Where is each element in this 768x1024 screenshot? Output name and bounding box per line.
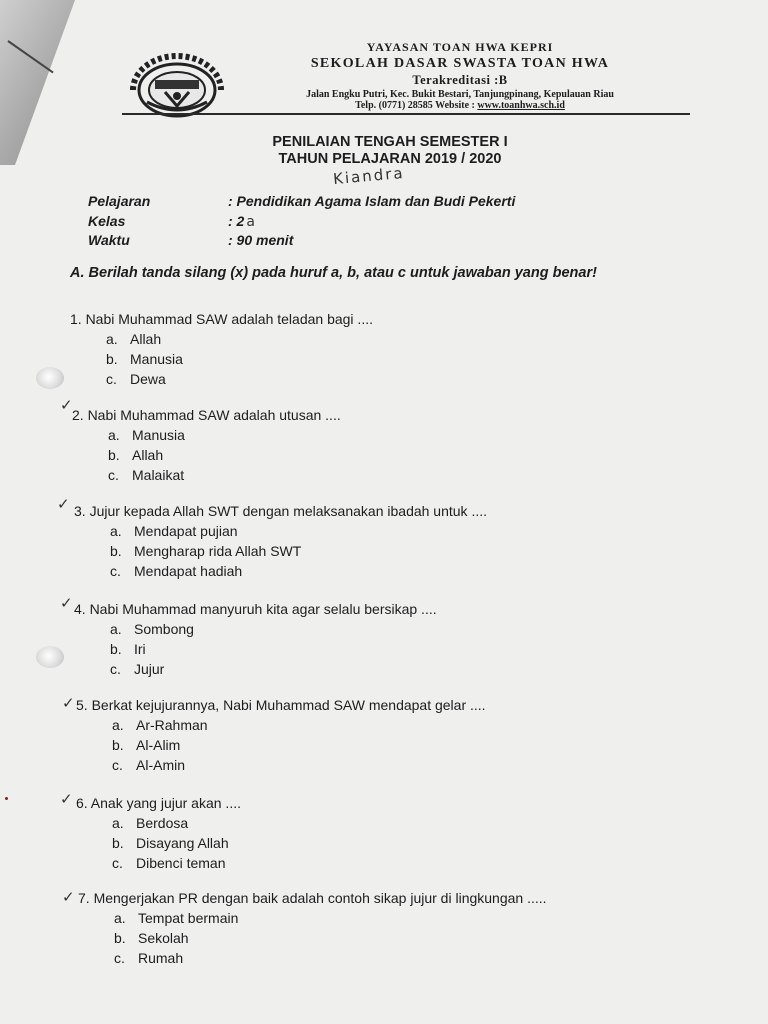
question-6 [76, 795, 241, 871]
answer-option[interactable] [112, 815, 241, 831]
option-letter: a. [106, 331, 118, 347]
answer-option[interactable] [112, 717, 486, 733]
question-stem: 4. Nabi Muhammad manyuruh kita agar selalu bersikap .... [74, 601, 437, 617]
answer-option[interactable] [114, 950, 547, 966]
option-letter: a. [108, 427, 120, 443]
question-stem: 7. Mengerjakan PR dengan baik adalah contoh sikap jujur di lingkungan ..... [78, 890, 547, 906]
option-letter: a. [112, 717, 124, 733]
subject-label: Pelajaran [88, 193, 151, 209]
school-contact [240, 100, 680, 111]
option-text: Mengharap rida Allah SWT [134, 543, 302, 559]
option-letter: b. [114, 930, 126, 946]
answer-option[interactable] [108, 467, 341, 483]
option-text: Allah [132, 447, 164, 463]
option-text: Al-Alim [136, 737, 181, 753]
foundation-name: YAYASAN TOAN HWA KEPRI [366, 40, 554, 54]
option-text: Jujur [134, 661, 165, 677]
subject-row [88, 193, 515, 209]
question-stem: 3. Jujur kepada Allah SWT dengan melaksanakan ibadah untuk .... [74, 503, 488, 519]
answer-option[interactable] [110, 563, 487, 579]
time-row [88, 232, 293, 248]
option-text: Manusia [132, 427, 185, 443]
answer-option[interactable] [110, 543, 487, 559]
school-name: SEKOLAH DASAR SWASTA TOAN HWA [310, 56, 610, 71]
option-text: Malaikat [132, 467, 185, 483]
answer-option[interactable] [108, 447, 341, 463]
school-phone: Telp. (0771) 28585 [355, 100, 433, 111]
option-text: Disayang Allah [136, 835, 229, 851]
school-address: Jalan Engku Putri, Kec. Bukit Bestari, Tanjungpinang, Kepulauan Riau [306, 89, 614, 100]
question-5 [76, 697, 486, 773]
time-value: : 90 menit [228, 232, 294, 248]
answer-option[interactable] [106, 331, 373, 347]
class-row [88, 213, 255, 230]
punch-hole [36, 367, 64, 389]
question-stem: 2. Nabi Muhammad SAW adalah utusan .... [72, 407, 341, 423]
answer-option[interactable] [106, 371, 373, 387]
answer-option[interactable] [112, 737, 486, 753]
question-stem: 1. Nabi Muhammad SAW adalah teladan bagi .... [70, 311, 373, 327]
option-text: Rumah [138, 950, 184, 966]
instruction: A. Berilah tanda silang (x) pada huruf a, b, atau c untuk jawaban yang benar! [70, 265, 597, 281]
option-letter: c. [110, 661, 121, 677]
question-stem: 5. Berkat kejujurannya, Nabi Muhammad SAW mendapat gelar .... [76, 697, 486, 713]
checkmark-icon: ✓ [62, 889, 75, 906]
option-letter: b. [112, 737, 124, 753]
class-label: Kelas [88, 213, 126, 229]
option-text: Mendapat pujian [134, 523, 238, 539]
question-stem: 6. Anak yang jujur akan .... [76, 795, 241, 811]
option-letter: b. [110, 543, 122, 559]
answer-option[interactable] [108, 427, 341, 443]
option-letter: c. [106, 371, 117, 387]
option-text: Sekolah [138, 930, 189, 946]
checkmark-icon: ✓ [60, 595, 73, 612]
option-text: Ar-Rahman [136, 717, 208, 733]
answer-option[interactable] [114, 910, 547, 926]
checkmark-icon: ✓ [60, 397, 73, 414]
option-letter: b. [106, 351, 118, 367]
option-text: Mendapat hadiah [134, 563, 243, 579]
answer-option[interactable] [106, 351, 373, 367]
question-3 [74, 503, 487, 579]
subject-value: : Pendidikan Agama Islam dan Budi Pekerti [228, 193, 516, 209]
answer-option[interactable] [112, 835, 241, 851]
punch-hole [36, 646, 64, 668]
header-divider [122, 113, 690, 115]
option-letter: a. [112, 815, 124, 831]
class-value: : 2 [228, 213, 245, 229]
answer-option[interactable] [112, 757, 486, 773]
ink-speck [5, 797, 8, 800]
folded-corner [0, 0, 75, 165]
option-text: Manusia [130, 351, 183, 367]
option-letter: b. [108, 447, 120, 463]
school-logo [125, 46, 229, 122]
checkmark-icon: ✓ [57, 496, 70, 513]
option-text: Tempat bermain [138, 910, 239, 926]
option-text: Al-Amin [136, 757, 186, 773]
option-text: Iri [134, 641, 146, 657]
checkmark-icon: ✓ [60, 791, 73, 808]
option-text: Sombong [134, 621, 194, 637]
answer-option[interactable] [110, 641, 437, 657]
academic-year: TAHUN PELAJARAN 2019 / 2020 [278, 151, 502, 167]
option-letter: c. [108, 467, 119, 483]
handwritten-class: a [246, 214, 255, 230]
answer-option[interactable] [110, 523, 487, 539]
answer-option[interactable] [114, 930, 547, 946]
question-4 [74, 601, 437, 677]
answer-option[interactable] [112, 855, 241, 871]
option-text: Allah [130, 331, 162, 347]
option-letter: a. [114, 910, 126, 926]
question-2 [72, 407, 341, 483]
option-letter: a. [110, 523, 122, 539]
option-letter: c. [110, 563, 121, 579]
time-label: Waktu [88, 232, 130, 248]
exam-title: PENILAIAN TENGAH SEMESTER I [272, 134, 508, 150]
option-letter: b. [112, 835, 124, 851]
website-label: Website : [435, 100, 475, 111]
school-header [240, 40, 680, 111]
option-letter: c. [112, 855, 123, 871]
handwritten-class-note: Kiandra [332, 163, 406, 189]
option-text: Dibenci teman [136, 855, 226, 871]
question-7 [78, 890, 547, 966]
question-1 [70, 311, 373, 387]
school-website: www.toanhwa.sch.id [477, 100, 565, 111]
option-letter: a. [110, 621, 122, 637]
option-letter: c. [114, 950, 125, 966]
option-letter: b. [110, 641, 122, 657]
option-text: Berdosa [136, 815, 189, 831]
accreditation: Terakreditasi :B [412, 73, 508, 87]
option-text: Dewa [130, 371, 166, 387]
option-letter: c. [112, 757, 123, 773]
answer-option[interactable] [110, 621, 437, 637]
checkmark-icon: ✓ [62, 695, 75, 712]
answer-option[interactable] [110, 661, 437, 677]
